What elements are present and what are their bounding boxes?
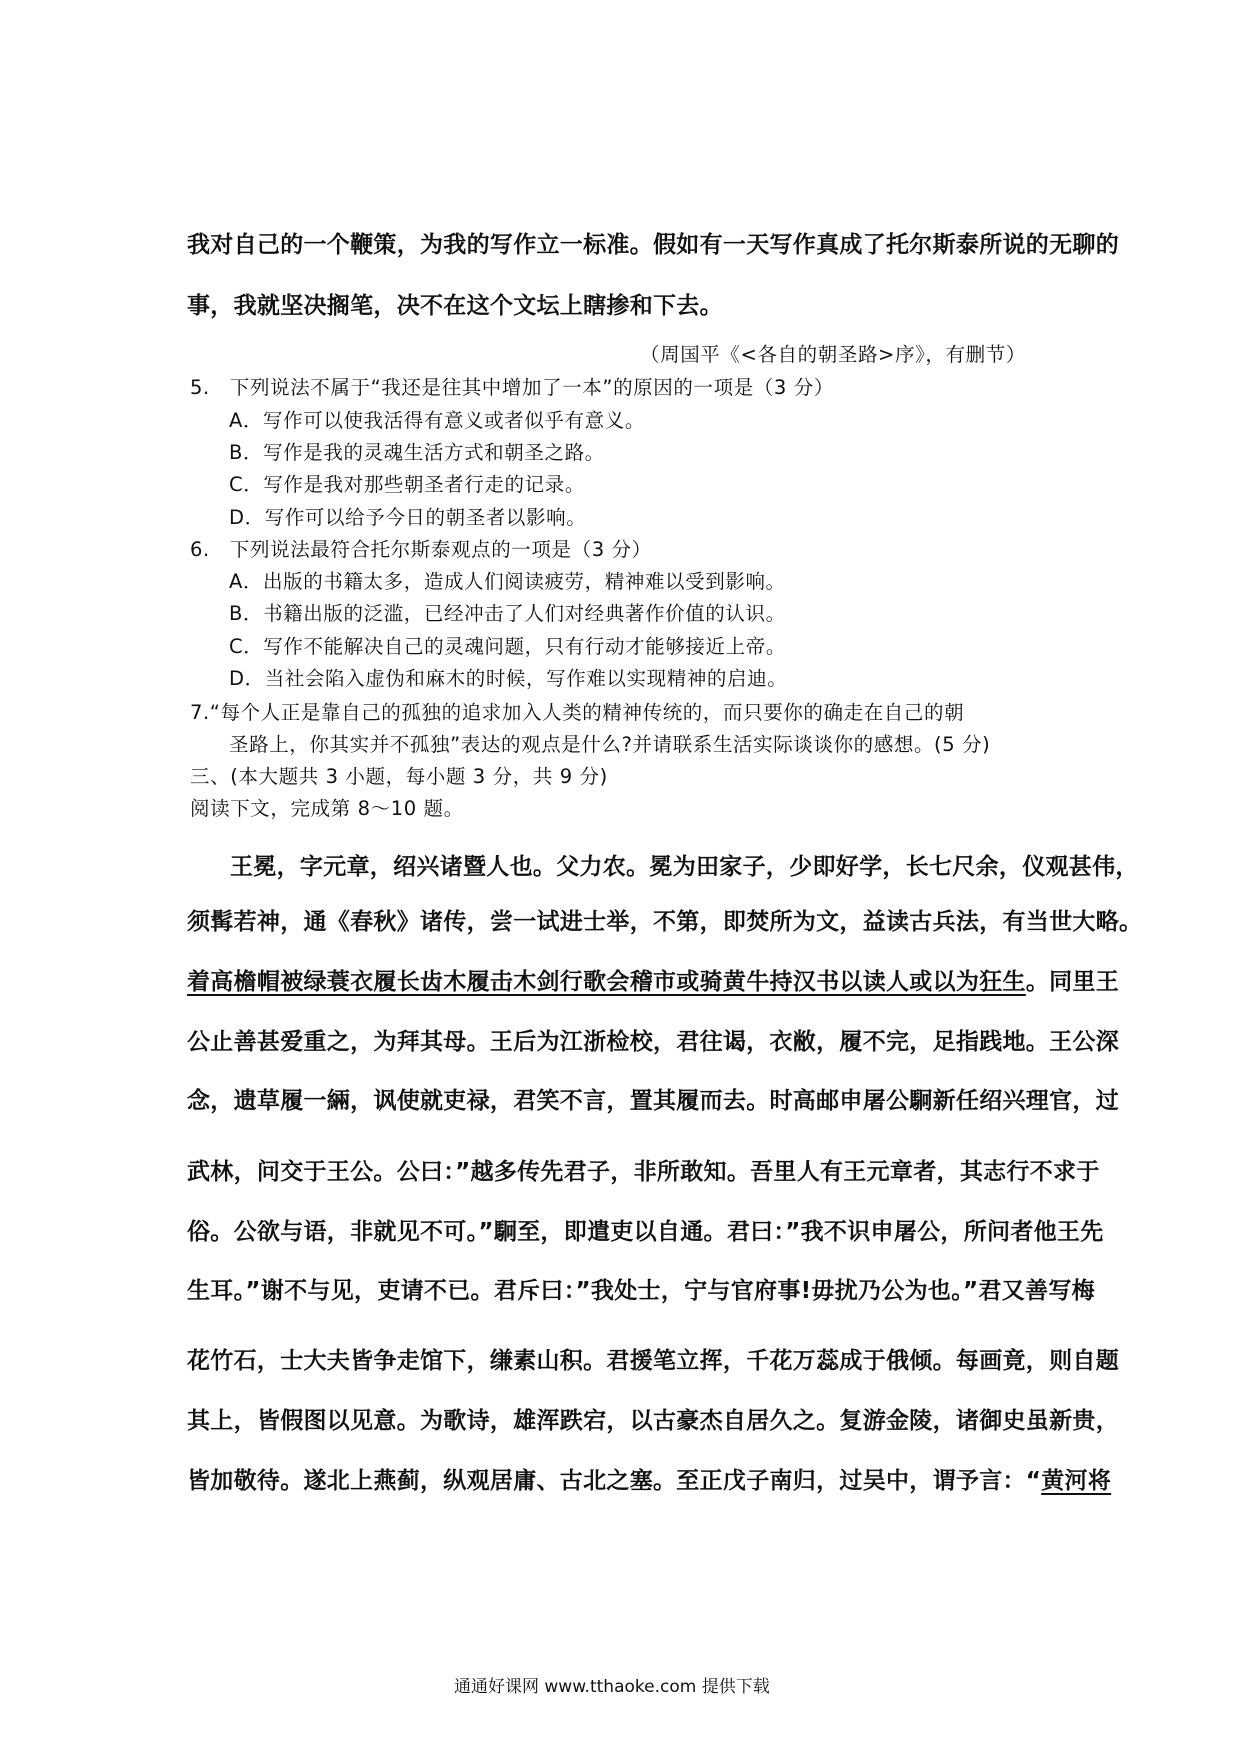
classical-line-3-tail: 。同里王 [1025, 969, 1120, 995]
classical-line-10: 其上，皆假图以见意。为歌诗，雄浑跌宕，以古豪杰自居久之。复游金陵，诸御史虽新贵， [187, 1408, 1119, 1434]
classical-line-9: 花竹石，士大夫皆争走馆下，缣素山积。君援笔立挥，千花万蕊成于俄倾。每画竟，则自题 [187, 1348, 1119, 1374]
question-7-line-1: 7.“每个人正是靠自己的孤独的追求加入人类的精神传统的，而只要你的确走在自己的朝 [190, 701, 965, 724]
classical-line-8: 生耳。”谢不与见，吏请不已。君斥曰：”我处士，宁与官府事!毋扰乃公为也。”君又善写梅 [187, 1278, 1095, 1304]
classical-line-3 [187, 963, 1119, 996]
underlined-sentence: 着高檐帽被绿蓑衣履长齿木履击木剑行歌会稽市或骑黄牛持汉书以读人或以为狂生 [187, 969, 1026, 995]
classical-line-11-text: 皆加敬待。遂北上燕蓟，纵观居庸、古北之塞。至正戊子南归，过吴中，谓予言：“ [187, 1468, 1042, 1494]
classical-line-7: 俗。公欲与语，非就见不可。”駉至，即遣吏以自通。君曰：”我不识申屠公，所问者他王先 [187, 1219, 1104, 1245]
question-6-stem: 6. 下列说法最符合托尔斯泰观点的一项是（3 分） [190, 538, 652, 561]
question-5-option-b: B．写作是我的灵魂生活方式和朝圣之路。 [229, 441, 605, 464]
passage-line-1: 我对自己的一个鞭策，为我的写作立一标准。假如有一天写作真成了托尔斯泰所说的无聊的 [187, 232, 1119, 258]
underlined-phrase: 黄河将 [1041, 1468, 1112, 1494]
classical-line-4: 公止善甚爱重之，为拜其母。王后为江浙检校，君往谒，衣敝，履不完，足指践地。王公深 [187, 1029, 1119, 1055]
question-5-option-c: C．写作是我对那些朝圣者行走的记录。 [229, 473, 585, 496]
classical-line-6: 武林，问交于王公。公曰：”越多传先君子，非所敢知。吾里人有王元章者，其志行不求于 [187, 1159, 1100, 1185]
page-footer: 通通好课网 www.tthaoke.com 提供下载 [454, 1677, 770, 1697]
question-5-option-d: D．写作可以给予今日的朝圣者以影响。 [229, 506, 587, 529]
passage-line-2: 事，我就坚决搁笔，决不在这个文坛上瞎掺和下去。 [187, 293, 723, 319]
passage-source: （周国平《<各自的朝圣路>序》，有删节） [640, 343, 1026, 366]
classical-line-2: 须髯若神，通《春秋》诸传，尝一试进士举，不第，即焚所为文，益读古兵法，有当世大略。 [187, 909, 1143, 935]
question-5-option-a: A．写作可以使我活得有意义或者似乎有意义。 [229, 409, 645, 432]
question-6-option-c: C．写作不能解决自己的灵魂问题，只有行动才能够接近上帝。 [229, 635, 786, 658]
classical-line-5: 念，遗草履一緉，讽使就吏禄，君笑不言，置其履而去。时高邮申屠公駉新任绍兴理官，过 [187, 1088, 1119, 1114]
classical-line-11 [187, 1462, 1111, 1495]
question-5-stem: 5. 下列说法不属于“我还是往其中增加了一本”的原因的一项是（3 分） [190, 376, 834, 399]
section-3-heading: 三、(本大题共 3 小题，每小题 3 分，共 9 分) [190, 765, 608, 788]
question-6-option-d: D．当社会陷入虚伪和麻木的时候，写作难以实现精神的启迪。 [229, 667, 788, 690]
section-3-instruction: 阅读下文，完成第 8～10 题。 [190, 797, 464, 820]
question-6-option-b: B．书籍出版的泛滥，已经冲击了人们对经典著作价值的认识。 [229, 602, 786, 625]
question-7-line-2: 圣路上，你其实并不孤独”表达的观点是什么?并请联系生活实际谈谈你的感想。(5 分) [229, 733, 991, 756]
classical-line-1: 王冕，字元章，绍兴诸暨人也。父力农。冕为田家子，少即好学，长七尺余，仪观甚伟， [230, 854, 1139, 880]
question-6-option-a: A．出版的书籍太多，造成人们阅读疲劳，精神难以受到影响。 [229, 570, 786, 593]
